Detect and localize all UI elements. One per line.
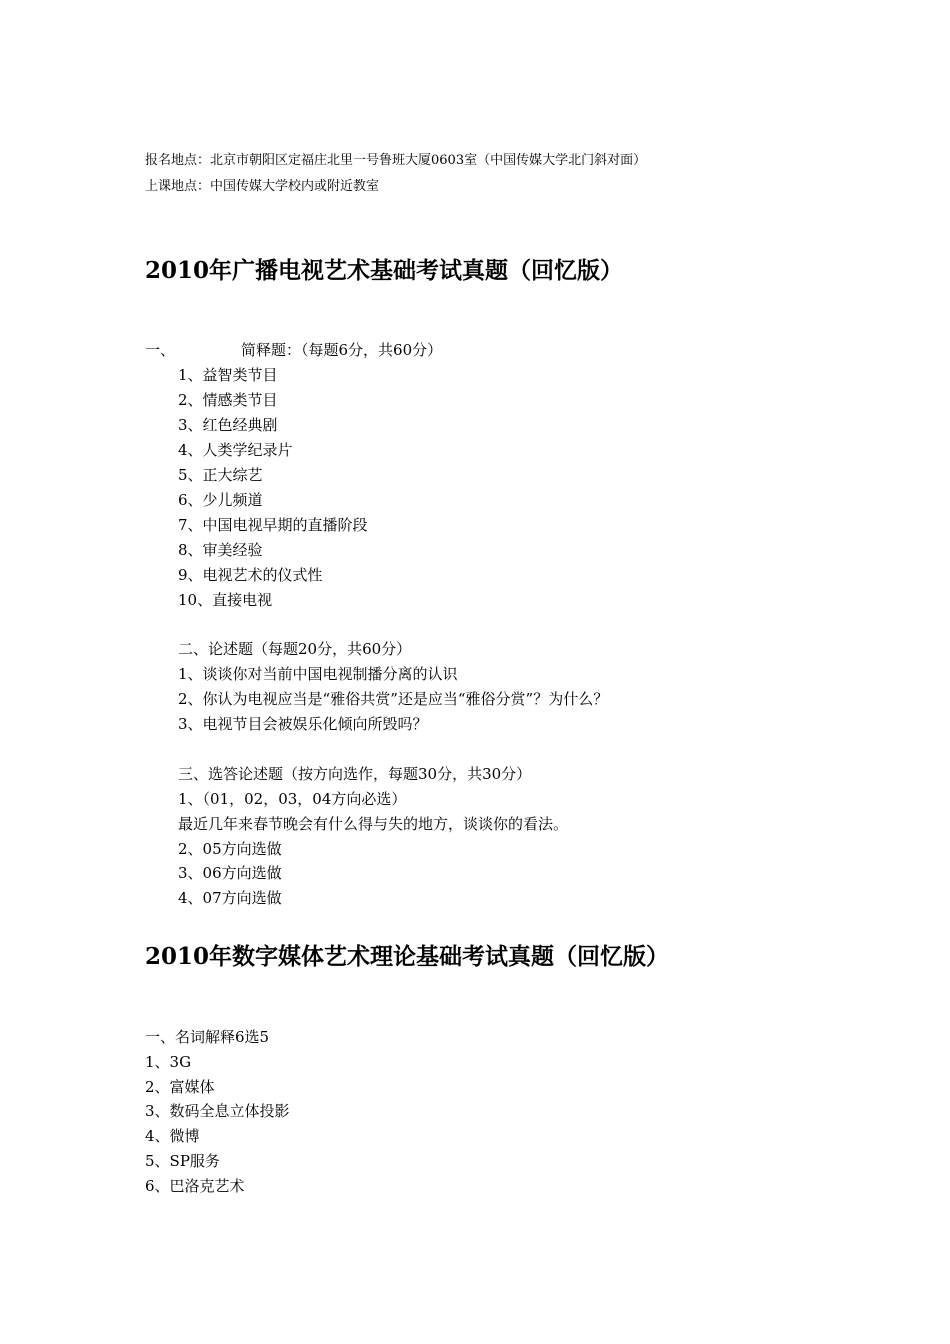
- list-item: 3、电视节目会被娱乐化倾向所毁吗？: [178, 715, 428, 733]
- list-item: 1、3G: [145, 1053, 192, 1071]
- list-item: 6、巴洛克艺术: [145, 1177, 245, 1195]
- list-item: 4、微博: [145, 1127, 200, 1145]
- list-item: 1、（01，02，03，04方向必选）: [178, 790, 407, 808]
- list-item: 2、富媒体: [145, 1078, 215, 1096]
- list-item: 最近几年来春节晚会有什么得与失的地方，谈谈你的看法。: [178, 815, 569, 833]
- class-location: 上课地点：中国传媒大学校内或附近教室: [145, 179, 380, 194]
- list-item: 3、数码全息立体投影: [145, 1102, 290, 1120]
- list-item: 3、红色经典剧: [178, 416, 278, 434]
- register-location: 报名地点：北京市朝阳区定福庄北里一号鲁班大厦0603室（中国传媒大学北门斜对面）: [145, 153, 647, 168]
- list-item: 8、审美经验: [178, 541, 263, 559]
- exam1-section2-heading: 二、论述题（每题20分，共60分）: [178, 640, 412, 658]
- exam2-section1-heading: 一、名词解释6选5: [145, 1028, 270, 1046]
- list-item: 2、你认为电视应当是“雅俗共赏”还是应当“雅俗分赏”？为什么？: [178, 690, 609, 708]
- section-heading-text: 简释题：（每题6分，共60分）: [241, 341, 443, 359]
- exam2-title: 2010年数字媒体艺术理论基础考试真题（回忆版）: [145, 943, 670, 970]
- section-number: 一、: [145, 341, 176, 359]
- exam1-section3-heading: 三、选答论述题（按方向选作，每题30分，共30分）: [178, 765, 532, 783]
- list-item: 5、正大综艺: [178, 466, 263, 484]
- exam1-title: 2010年广播电视艺术基础考试真题（回忆版）: [145, 257, 624, 284]
- list-item: 5、SP服务: [145, 1152, 220, 1170]
- list-item: 10、直接电视: [178, 591, 273, 609]
- list-item: 2、05方向选做: [178, 840, 282, 858]
- list-item: 7、中国电视早期的直播阶段: [178, 516, 368, 534]
- exam1-section1-heading: [145, 340, 442, 360]
- list-item: 1、谈谈你对当前中国电视制播分离的认识: [178, 665, 458, 683]
- list-item: 2、情感类节目: [178, 391, 278, 409]
- list-item: 9、电视艺术的仪式性: [178, 566, 323, 584]
- list-item: 4、人类学纪录片: [178, 441, 293, 459]
- list-item: 4、07方向选做: [178, 889, 282, 907]
- list-item: 3、06方向选做: [178, 864, 282, 882]
- list-item: 1、益智类节目: [178, 366, 278, 384]
- list-item: 6、少儿频道: [178, 491, 263, 509]
